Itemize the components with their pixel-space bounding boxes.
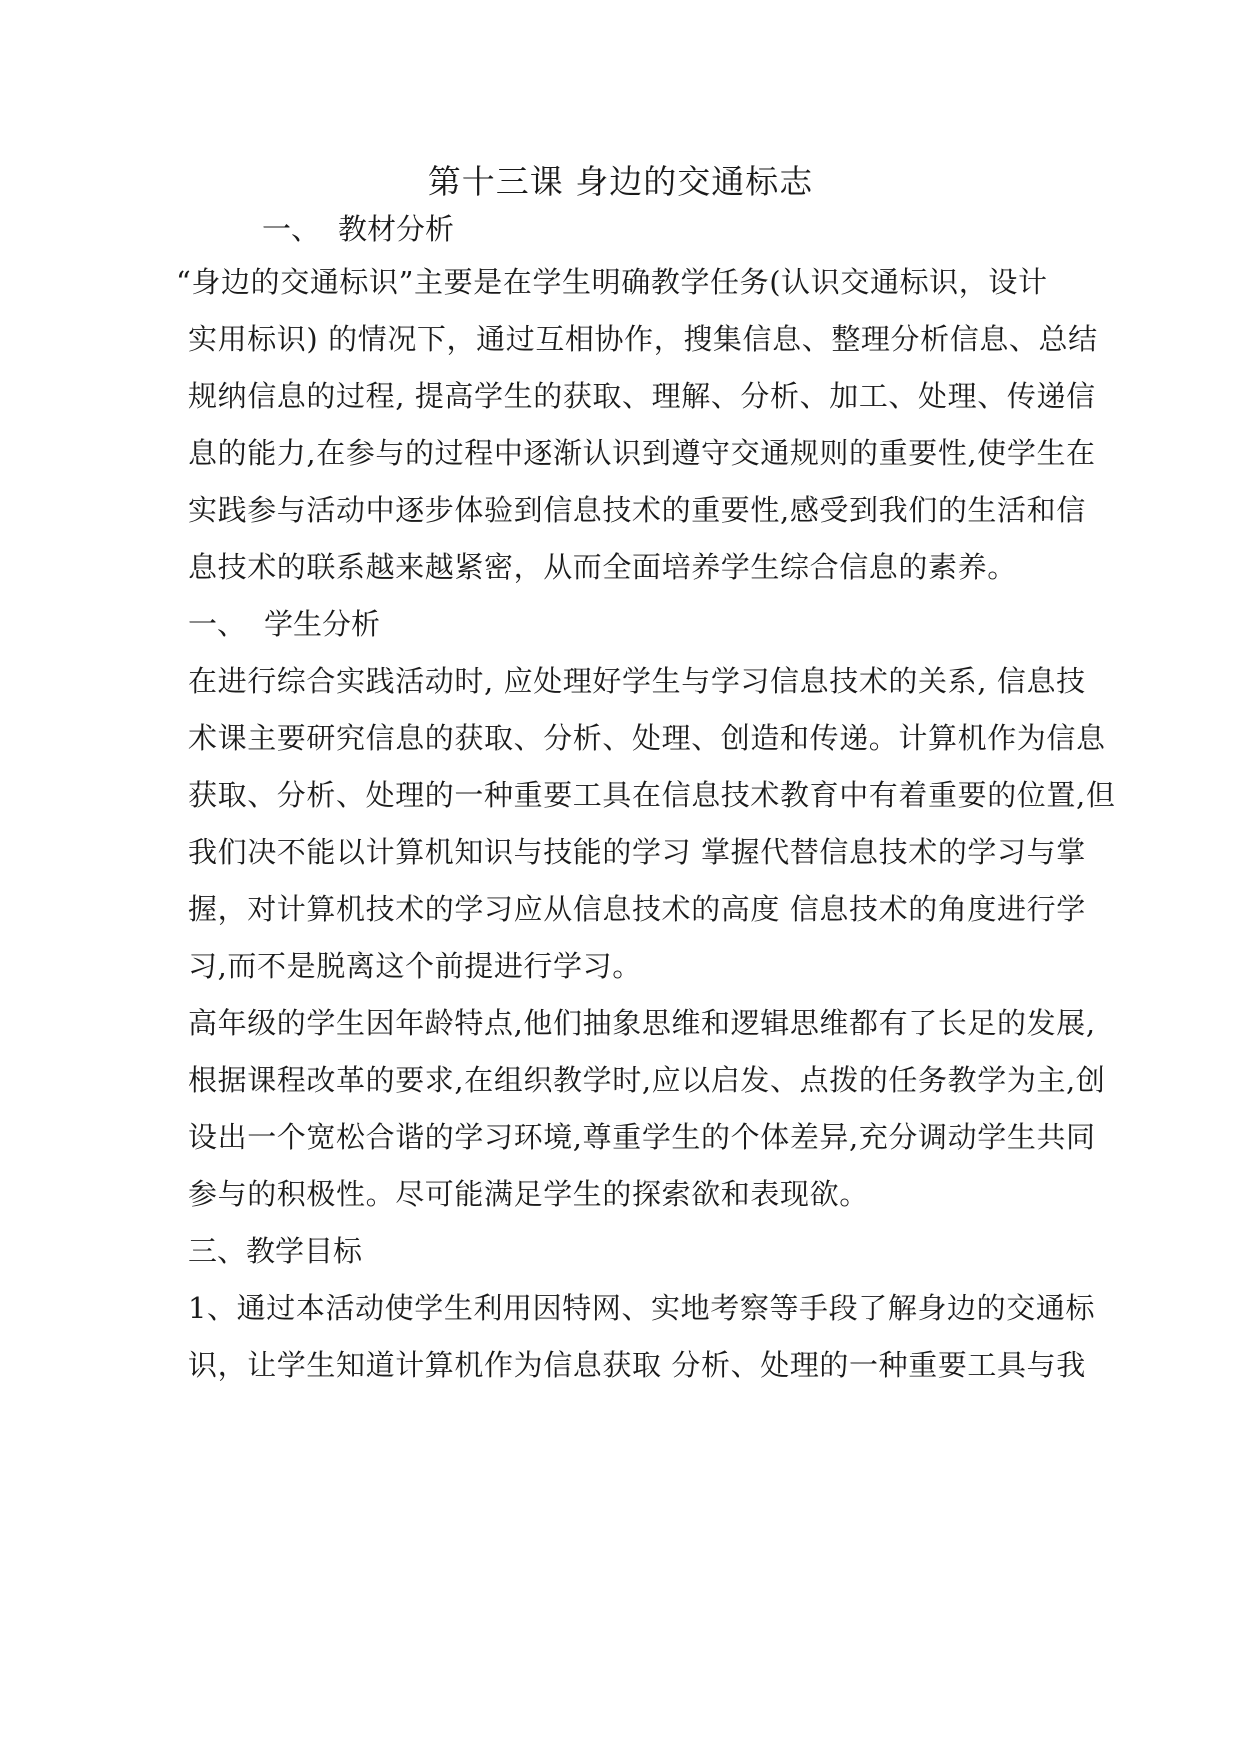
paragraph-line: 握，对计算机技术的学习应从信息技术的高度 信息技术的角度进行学 — [188, 892, 1086, 926]
section-heading-students — [188, 604, 380, 644]
paragraph-line: 规纳信息的过程, 提高学生的获取、理解、分析、加工、处理、传递信 — [188, 379, 1096, 413]
paragraph-line: 我们决不能以计算机知识与技能的学习 掌握代替信息技术的学习与掌 — [188, 835, 1086, 869]
paragraph-line: 高年级的学生因年龄特点,他们抽象思维和逻辑思维都有了长足的发展, — [188, 1006, 1096, 1040]
paragraph-line: 息技术的联系越来越紧密，从而全面培养学生综合信息的素养。 — [188, 550, 1017, 584]
section-title: 学生分析 — [264, 607, 381, 641]
paragraph-line: 参与的积极性。尽可能满足学生的探索欲和表现欲。 — [188, 1177, 869, 1211]
paragraph-line: 实用标识) 的情况下，通过互相协作，搜集信息、整理分析信息、总结 — [188, 322, 1098, 356]
paragraph-line: 在进行综合实践活动时, 应处理好学生与学习信息技术的关系, 信息技 — [188, 664, 1086, 698]
section-heading-materials — [262, 209, 454, 249]
paragraph-line: 实践参与活动中逐步体验到信息技术的重要性,感受到我们的生活和信 — [188, 493, 1086, 527]
paragraph-line: 息的能力,在参与的过程中逐渐认识到遵守交通规则的重要性,使学生在 — [188, 436, 1096, 470]
section-number: 一、 — [188, 607, 247, 641]
page-title: 第十三课 身边的交通标志 — [427, 162, 814, 201]
section-title: 三、教学目标 — [188, 1234, 363, 1268]
paragraph-line: 术课主要研究信息的获取、分析、处理、创造和传递。计算机作为信息 — [188, 721, 1106, 755]
paragraph-line: 识，让学生知道计算机作为信息获取 分析、处理的一种重要工具与我 — [188, 1348, 1086, 1382]
paragraph-line: 根据课程改革的要求,在组织教学时,应以启发、点拨的任务教学为主,创 — [188, 1063, 1106, 1097]
paragraph-line: 习,而不是脱离这个前提进行学习。 — [188, 949, 642, 983]
paragraph-line: 1、通过本活动使学生利用因特网、实地考察等手段了解身边的交通标 — [188, 1291, 1096, 1325]
section-title: 教材分析 — [338, 212, 455, 246]
section-heading-objectives — [188, 1231, 362, 1271]
section-number: 一、 — [262, 212, 321, 246]
paragraph-line: 获取、分析、处理的一种重要工具在信息技术教育中有着重要的位置,但 — [188, 778, 1116, 812]
paragraph-line: 设出一个宽松合谐的学习环境,尊重学生的个体差异,充分调动学生共同 — [188, 1120, 1096, 1154]
paragraph-line: “身边的交通标识”主要是在学生明确教学任务(认识交通标识，设计 — [176, 265, 1048, 299]
